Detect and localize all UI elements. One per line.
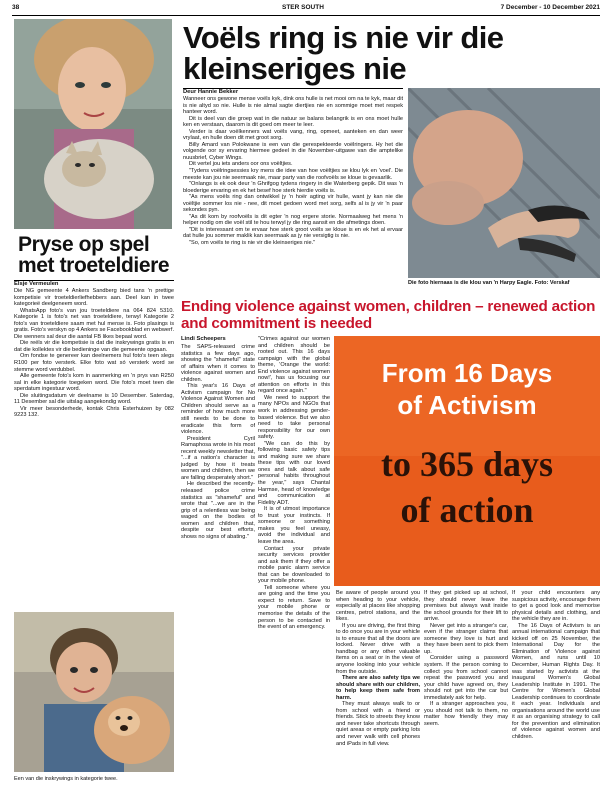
page-number: 38 bbox=[12, 4, 20, 11]
pet-paragraph: Om fondse te genereer kan deelnemers hul foto's teen slegs R100 per foto versterk. Elke foto wat só versterk word se stemme word verdubbel. bbox=[14, 353, 174, 373]
gbv-paragraph: Contact your private security services provider and ask them if they offer a mobile panic alarm service that can be downloaded to your mobile phone. bbox=[258, 545, 330, 585]
banner-line-3: to 365 days bbox=[380, 444, 554, 484]
gbv-column-5 bbox=[512, 590, 600, 786]
main-paragraph: "Tydens voëlringsessies kry mens die idee van hoe voëltjies se klou lyk en 'voel'. Die meeste kan jou nie seermaak nie, maar party van die roofvoëls se kloue is gevaarlik. bbox=[183, 168, 403, 181]
gbv-paragraph: They must always walk to or from school with a friend or friends. Stick to streets they know and never take shortcuts through quiet areas or empty parking lots and never walk with cell phones and iPads in full view. bbox=[336, 701, 420, 747]
publication-name: STER SOUTH bbox=[282, 4, 324, 11]
gbv-column-3 bbox=[336, 590, 420, 786]
gbv-paragraph: If your child encounters any suspicious activity, encourage them to get a good look and memorise physical details and clothing, and the vehicle they are in. bbox=[512, 590, 600, 623]
main-article-body bbox=[183, 96, 403, 288]
gbv-paragraph: If you are driving, the first thing to do once you are in your vehicle is to ensure that all the doors are locked. Never drive with a handbag or any other valuable items on a seat or in the view of anyone looking into your vehicle from the outside. bbox=[336, 622, 420, 675]
gbv-paragraph: Consider using a password system. If the person coming to collect you from school cannot repeat the password you and your child have agreed on, they should not get into the car but immediately ask for help. bbox=[424, 655, 508, 701]
issue-date: 7 December - 10 December 2021 bbox=[500, 4, 600, 11]
banner-line-2: of Activism bbox=[397, 390, 537, 420]
main-paragraph: Wanneer ons gewone mense voëls kyk, dink ons hulle is net mooi om na te kyk, maar dit is nie altyd so nie. Hulle is nie almal sagte diertjies nie en sommige moet met respek hanteer word. bbox=[183, 96, 403, 116]
gbv-paragraph: This year's 16 Days of Activism campaign for No Violence Against Women and Children should serve as a reminder of how much more still needs to be done to eradicate this form of violence. bbox=[181, 383, 255, 436]
pet-article-title: Pryse op spel met troeteldiere bbox=[18, 233, 170, 277]
bird-photo-caption: Die foto hiernaas is die klou van 'n Harpy Eagle. Foto: Verskaf bbox=[408, 280, 570, 286]
pet-paragraph: WhatsApp foto's van jou troeteldiere na 064 824 5310. Kategorie 1 is foto's net van troeteldiere, terwyl Kategorie 2 foto's van troeteldiere saam met hul mense is. Foto plasings is gratis. Foto's verskyn op 4 Ankers se Facebookblad en webwerf. Die wenners sal deur die aantal FB likes bepaal word. bbox=[14, 307, 174, 340]
main-paragraph: Verder is daar voëlkenners wat voëls vang, ring, opmeet, aanteken en dan weer vrylaat, en hulle doen dit met groot sorg. bbox=[183, 128, 403, 142]
pet-article-byline: Elsje Vermeulen bbox=[14, 280, 174, 288]
gbv-paragraph: It is of utmost importance to trust your instincts. If someone or something makes you feel uneasy, avoid the individual and leave the area. bbox=[258, 506, 330, 545]
main-paragraph: "Dit is interessant om te ervaar hoe sterk groot voëls se kloue is en ek het al ervaar dat hulle jou sommer maklik kan seermaak as jy nie versigtig is nie. bbox=[183, 226, 403, 240]
gbv-article-byline: Lindi Scheepers bbox=[181, 336, 226, 342]
gbv-paragraph: If a stranger approaches you, you should not talk to them, no matter how friendly they may seem. bbox=[424, 701, 508, 727]
bird-claw-photo bbox=[408, 88, 600, 278]
gbv-column-1 bbox=[181, 344, 255, 786]
gbv-article-title: Ending violence against women, children – renewed action and commitment is needed bbox=[181, 298, 596, 332]
gbv-paragraph: "We can do this by following basic safety tips and making sure we share these tips with our loved ones and talk about safe personal habits throughout the year," says Chantal Harmse, head of knowledge and communication at Fidelity ADT. bbox=[258, 440, 330, 506]
main-paragraph: Dit vertel jou iets anders oor ons voëltjies. bbox=[189, 161, 293, 168]
gbv-paragraph: Tell someone where you are going and the time you expect to return. Save to your mobile phone or memorise the details of the person to be contacted in the event of an emergency. bbox=[258, 584, 330, 631]
activism-banner bbox=[334, 336, 600, 586]
gbv-paragraph: President Cyril Ramaphosa wrote in his most recent weekly newsletter that, "...if a nation's character is judged by how it treats women and children, then we are falling desperately short." bbox=[181, 435, 255, 481]
gbv-column-2 bbox=[258, 336, 330, 786]
page-header bbox=[12, 4, 600, 14]
pet-paragraph: Alle gemeente foto's kom in aanmerking en 'n prys van R250 sal in elke kategorie toegeken word. Die foto's moet teen die sperdatum ingestuur word. bbox=[14, 373, 174, 393]
main-paragraph: Billy Amard van Polokwane is een van die gerespekteerde voëlringers. Hy het die volgende oor sy ervaring hiermee gedeel in die November-uitgawe van die amptelike nuusbrief, Cyber Wings. bbox=[183, 141, 403, 161]
gbv-paragraph: He described the recently-released police crime statistics as "shameful" and wrote that "...we are in the grip of a relentless war being waged on the bodies of women and children that, despite our best efforts, shows no signs of abating." bbox=[181, 481, 255, 540]
main-paragraph: "As dit kom by roofvoëls is dit egter 'n nog ergere storie. Normaalweg het mens 'n helper nodig om die voël stil te hou terwyl jy die ring aansit en die afmetings doen. bbox=[183, 213, 403, 227]
pet-photo-caption: Een van die inskrywings in kategorie twee. bbox=[14, 776, 118, 782]
header-rule bbox=[12, 15, 600, 16]
gbv-paragraph: The 16 Days of Activism is an annual international campaign that kicked off on 25 November, the International Day for the Elimination of Violence against Women, and runs until 10 December, Human Rights Day. It was started by activists at the inaugural Women's Global Leadership Institute in 1991. The Centre for Women's Global Leadership continues to coordinate it each year. Individuals and organisations around the world use it as an organising strategy to call for the prevention and elimination of violence against women and children. bbox=[512, 622, 600, 741]
girl-cat-photo bbox=[14, 19, 172, 229]
main-paragraph: "As mens voëls ring dan ontwikkel jy 'n hoër agting vir hulle, want jy kan nie die voëltjie sommer los nie - nee, dit moet gedoen word met sorg, selfs al is jy vir 'n paar sekondes pyn. bbox=[183, 194, 403, 214]
gbv-paragraph: "Crimes against our women and children should be rooted out. This 16 days campaign with the global theme, 'Orange the world: End violence against women now!', has us focusing our attention on efforts in this regard once again." bbox=[258, 336, 330, 395]
pet-paragraph: Die reëls vir die kompetisie is dat die inskrywings gratis is en dat die kollektes vir die bedieninge van die gemeente opgaan. bbox=[14, 340, 174, 353]
gbv-column-4 bbox=[424, 590, 508, 786]
pet-paragraph: Die sluitingsdatum vir deelname is 10 Desember. Saterdag, 11 Desember sal die uitslag aangekondig word. bbox=[14, 392, 174, 406]
gbv-paragraph: Never get into a stranger's car, even if the stranger claims that someone they love is hurt and they have been sent to pick them up. bbox=[424, 622, 508, 655]
gbv-paragraph: The SAPS-released crime statistics a few days ago, showing the "shameful" state of affairs when it comes to violence against women and children. bbox=[181, 344, 255, 383]
main-paragraph: "So, om voëls te ring is nie vir die kleinseriges nie." bbox=[189, 240, 316, 247]
gbv-paragraph: We need to support the many NPOs and NGOs that work in addressing gender-based violence. But we also need to take personal responsibility for our own safety. bbox=[258, 394, 330, 441]
banner-line-4: of action bbox=[400, 490, 534, 530]
main-article-byline: Deur Hannie Bekker bbox=[183, 88, 403, 96]
pet-paragraph: Vir meer besonderhede, kontak Chris Esterhuizen by 082 9223 132. bbox=[14, 405, 174, 419]
main-article-title: Voëls ring is nie vir die kleinseriges nie bbox=[183, 20, 504, 86]
main-paragraph: Dit is deel van die groep wat in die natuur se balans belangrik is en ons moet hulle ken en verstaan, daarom is dit goed om meer te leer. bbox=[183, 115, 403, 129]
boy-dog-photo bbox=[14, 612, 174, 772]
gbv-paragraph: If they get picked up at school, they should never leave the premises but always wait inside the school grounds for their lift to arrive. bbox=[424, 590, 508, 623]
pet-article-body bbox=[14, 288, 174, 610]
main-paragraph: "Onlangs is ek ook deur 'n Ghrifgog tydens ringery in die Waterberg gepik. Dit was 'n bloederige ervaring en ek het besef hoe sterk hierdie voëls is. bbox=[183, 181, 403, 194]
banner-line-1: From 16 Days bbox=[381, 358, 553, 388]
gbv-paragraph-bold: There are also safety tips we should share with our children, to help keep them safe from harm. bbox=[336, 675, 420, 701]
pet-paragraph: Die NG gemeente 4 Ankers Sandberg bied tans 'n prettige kompetisie vir troeteldierliefhebbers aan. Deel kan in twee kategorieë deelgeneem word. bbox=[14, 288, 174, 308]
gbv-paragraph: Be aware of people around you when heading to your vehicle, especially at places like shopping centres, petrol stations, and the likes. bbox=[336, 590, 420, 623]
